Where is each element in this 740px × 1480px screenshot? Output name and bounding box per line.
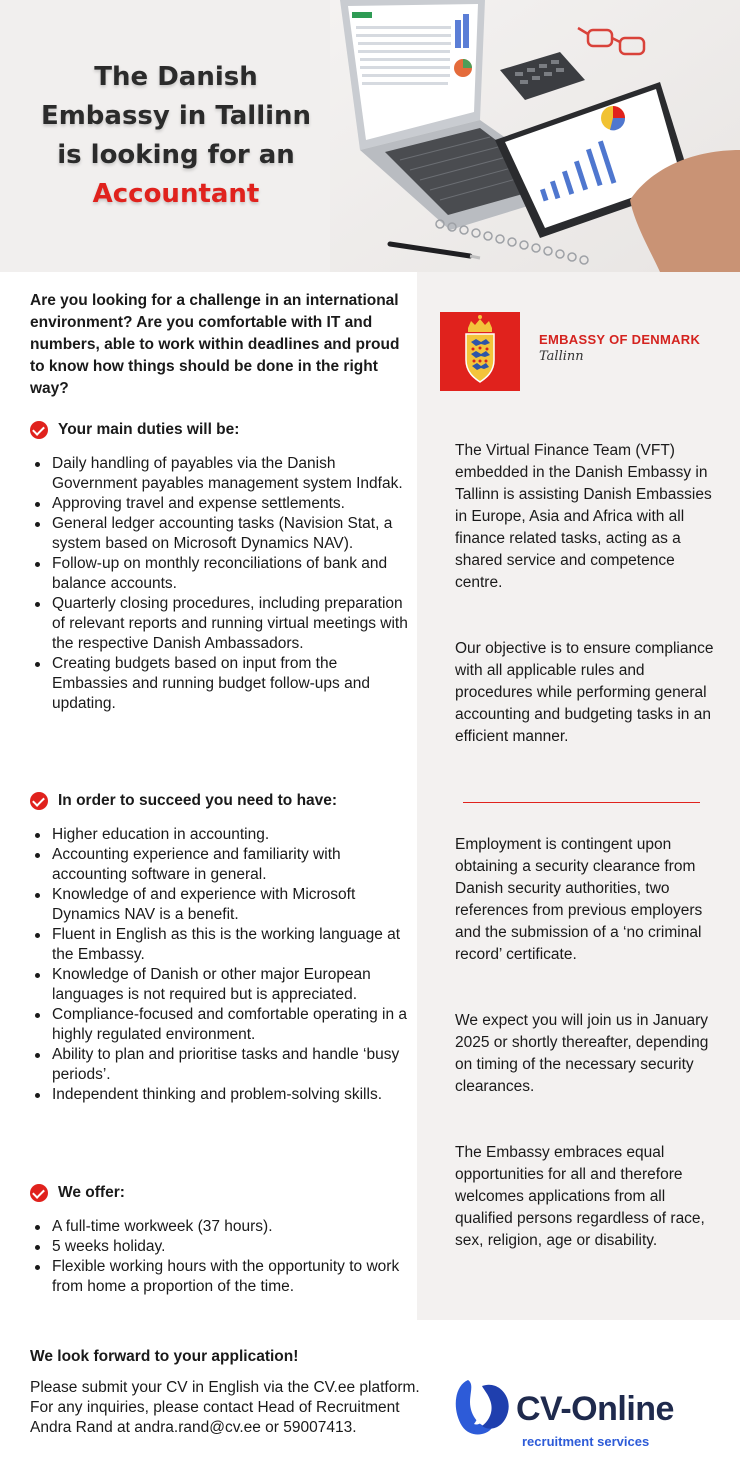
info-panel bbox=[417, 272, 740, 1320]
list-item: Flexible working hours with the opportunity to work from home a proportion of the time. bbox=[30, 1257, 410, 1297]
list-item: Fluent in English as this is the working language at the Embassy. bbox=[30, 925, 410, 965]
office-photo bbox=[330, 0, 740, 272]
closing-text: Please submit your CV in English via the CV.ee platform. For any inquiries, please contact Head of Recruitment Andra Rand at andra.rand@cv.ee or 59007413. bbox=[30, 1379, 420, 1436]
headline bbox=[22, 58, 330, 214]
list-item: Higher education in accounting. bbox=[30, 825, 410, 845]
cv-online-logo bbox=[452, 1372, 712, 1462]
royal-coat-of-arms-icon bbox=[440, 312, 520, 391]
requirements-heading bbox=[30, 792, 337, 810]
duties-title: Your main duties will be: bbox=[58, 421, 240, 438]
list-item: Knowledge of and experience with Microsoft Dynamics NAV is a benefit. bbox=[30, 885, 410, 925]
header-banner bbox=[0, 0, 740, 272]
objective-paragraph: Our objective is to ensure compliance with all applicable rules and procedures while performing general accounting and budgeting tasks in an efficient manner. bbox=[455, 640, 714, 745]
vft-paragraph: The Virtual Finance Team (VFT) embedded in the Danish Embassy in Tallinn is assisting Danish Embassies in Europe, Asia and Africa with all finance related tasks, acting as a shared service and competence centre. bbox=[455, 442, 712, 591]
cv-online-tagline: recruitment services bbox=[522, 1434, 650, 1449]
closing-title: We look forward to your application! bbox=[30, 1348, 299, 1365]
list-item: Accounting experience and familiarity with accounting software in general. bbox=[30, 845, 410, 885]
start-date-paragraph: We expect you will join us in January 2025 or shortly thereafter, depending on timing of the necessary security clearances. bbox=[455, 1012, 709, 1095]
requirements-title: In order to succeed you need to have: bbox=[58, 792, 338, 809]
list-item: General ledger accounting tasks (Navision Stat, a system based on Microsoft Dynamics NAV). bbox=[30, 514, 410, 554]
headline-line-3: is looking for an bbox=[57, 140, 295, 170]
section-divider bbox=[463, 802, 700, 803]
list-item: A full-time workweek (37 hours). bbox=[30, 1217, 410, 1237]
duties-list bbox=[30, 454, 410, 714]
embassy-logo bbox=[440, 312, 520, 391]
offer-title: We offer: bbox=[58, 1184, 125, 1201]
cv-online-mark-icon bbox=[452, 1376, 514, 1438]
list-item: 5 weeks holiday. bbox=[30, 1237, 410, 1257]
requirements-list bbox=[30, 825, 410, 1105]
offer-heading bbox=[30, 1184, 125, 1202]
equal-opportunity-paragraph: The Embassy embraces equal opportunities for all and therefore welcomes applications from all qualified persons regardless of race, sex, religion, age or disability. bbox=[455, 1144, 705, 1249]
headline-line-2: Embassy in Tallinn bbox=[40, 101, 312, 131]
list-item: Follow-up on monthly reconciliations of bank and balance accounts. bbox=[30, 554, 410, 594]
employment-paragraph: Employment is contingent upon obtaining a security clearance from Danish security authorities, two references from previous employers and the submission of a ‘no criminal record’ certificate. bbox=[455, 836, 703, 963]
list-item: Compliance-focused and comfortable operating in a highly regulated environment. bbox=[30, 1005, 410, 1045]
list-item: Daily handling of payables via the Danish Government payables management system Indfak. bbox=[30, 454, 410, 494]
check-icon bbox=[30, 421, 48, 439]
check-icon bbox=[30, 1184, 48, 1202]
list-item: Ability to plan and prioritise tasks and handle ‘busy periods’. bbox=[30, 1045, 410, 1085]
check-icon bbox=[30, 792, 48, 810]
duties-heading bbox=[30, 421, 239, 439]
embassy-name: EMBASSY OF DENMARK bbox=[539, 332, 701, 347]
intro-text: Are you looking for a challenge in an international environment? Are you comfortable with IT and numbers, able to work within deadlines and proud to know how things should be done in the right way? bbox=[30, 292, 400, 397]
headline-accent: Accountant bbox=[92, 179, 260, 209]
offer-list bbox=[30, 1217, 410, 1297]
headline-line-1: The Danish bbox=[94, 62, 258, 92]
list-item: Knowledge of Danish or other major European languages is not required but is appreciated. bbox=[30, 965, 410, 1005]
list-item: Quarterly closing procedures, including preparation of relevant reports and running virtual meetings with the respective Danish Ambassadors. bbox=[30, 594, 410, 654]
list-item: Creating budgets based on input from the Embassies and running budget follow-ups and updating. bbox=[30, 654, 410, 714]
list-item: Independent thinking and problem-solving skills. bbox=[30, 1085, 410, 1105]
list-item: Approving travel and expense settlements. bbox=[30, 494, 410, 514]
embassy-city: Tallinn bbox=[539, 349, 584, 364]
cv-online-name: CV-Online bbox=[516, 1390, 674, 1428]
